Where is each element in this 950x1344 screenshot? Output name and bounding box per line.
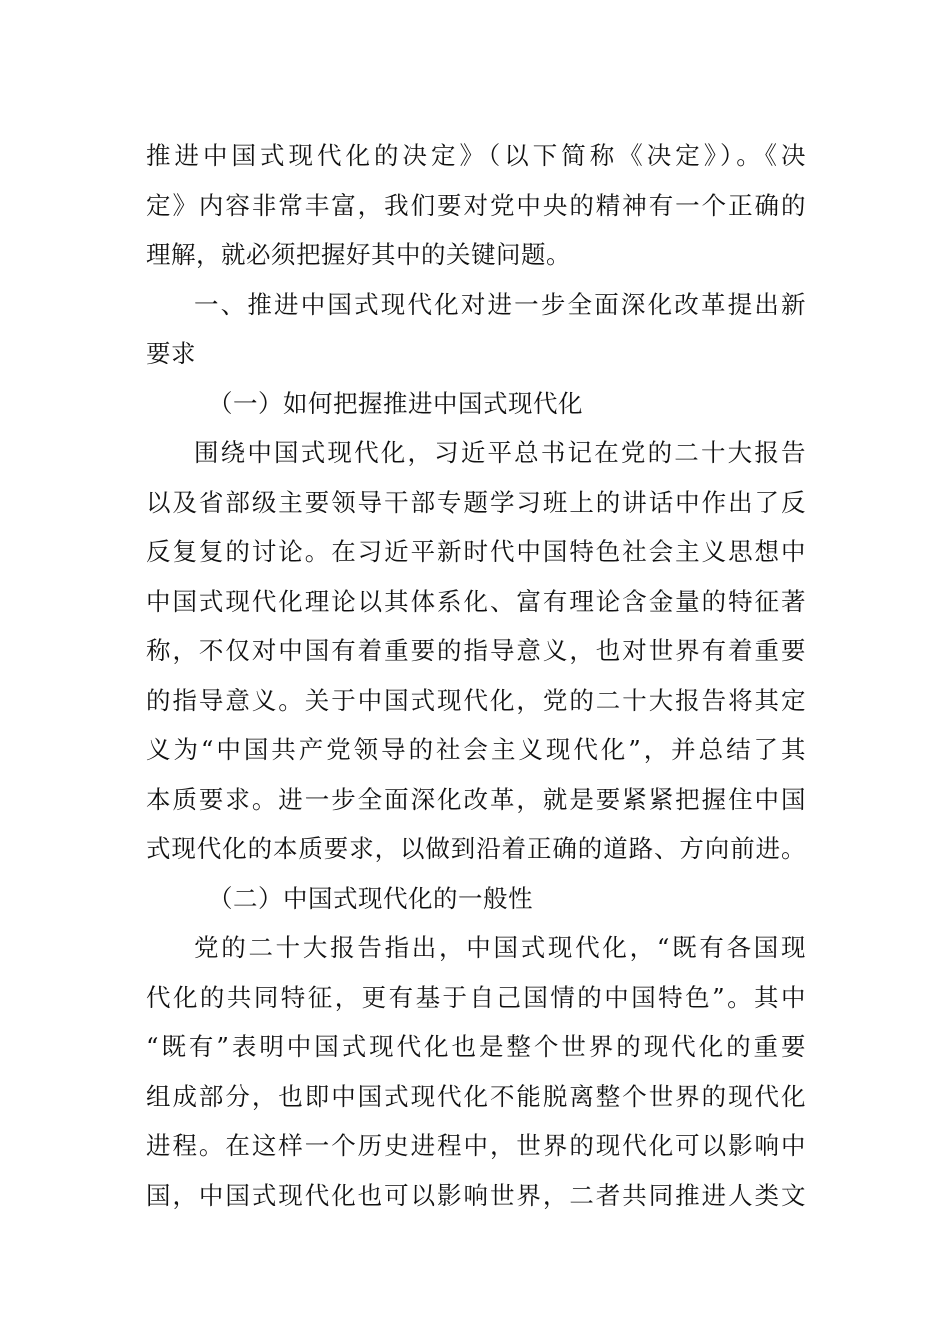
text-line: 定》内容非常丰富，我们要对党中央的精神有一个正确的	[146, 190, 806, 220]
text-line: 理解，就必须把握好其中的关键问题。	[146, 240, 571, 269]
text-line: 的指导意义。关于中国式现代化，党的二十大报告将其定	[146, 685, 806, 715]
text-line: 中国式现代化理论以其体系化、富有理论含金量的特征著	[146, 586, 806, 616]
text-line: 反复复的讨论。在习近平新时代中国特色社会主义思想中	[146, 537, 806, 566]
text-line: 称，不仅对中国有着重要的指导意义，也对世界有着重要	[146, 636, 806, 665]
text-line: “既有”表明中国式现代化也是整个世界的现代化的重要	[146, 1032, 806, 1061]
text-line: 围绕中国式现代化，习近平总书记在党的二十大报告	[194, 438, 806, 467]
text-line: 进程。在这样一个历史进程中，世界的现代化可以影响中	[146, 1131, 806, 1160]
section-heading-continued: 要求	[146, 339, 196, 368]
text-line: 式现代化的本质要求，以做到沿着正确的道路、方向前进。	[146, 834, 806, 863]
text-line: 本质要求。进一步全面深化改革，就是要紧紧把握住中国	[146, 784, 806, 814]
subsection-heading: （一）如何把握推进中国式现代化	[208, 388, 583, 418]
text-line: 国，中国式现代化也可以影响世界，二者共同推进人类文	[146, 1180, 806, 1210]
document-body	[146, 131, 806, 1220]
text-line: 以及省部级主要领导干部专题学习班上的讲话中作出了反	[146, 487, 806, 517]
subsection-heading: （二）中国式现代化的一般性	[208, 883, 533, 913]
text-line: 党的二十大报告指出，中国式现代化，“既有各国现	[194, 933, 806, 962]
section-heading: 一、推进中国式现代化对进一步全面深化改革提出新	[194, 289, 806, 319]
text-line: 代化的共同特征，更有基于自己国情的中国特色”。其中	[146, 982, 806, 1012]
text-line: 推进中国式现代化的决定》（以下简称《决定》）。《决	[146, 141, 806, 170]
text-line: 义为“中国共产党领导的社会主义现代化”，并总结了其	[146, 735, 806, 764]
text-line: 组成部分，也即中国式现代化不能脱离整个世界的现代化	[146, 1081, 806, 1111]
